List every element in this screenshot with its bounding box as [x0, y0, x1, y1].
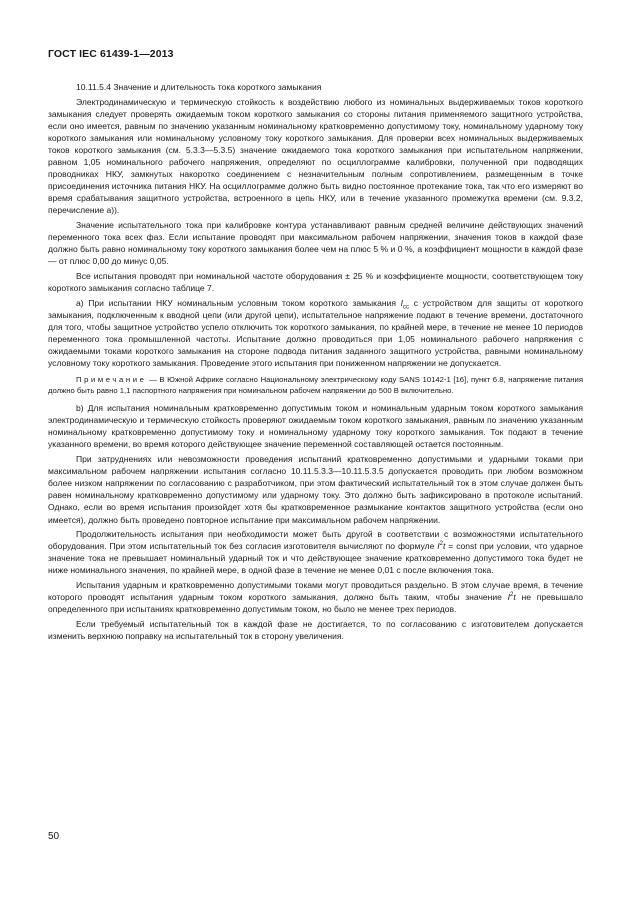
list-item-a [48, 297, 583, 370]
text-span: Продолжительность испытания при необходимости может быть другой в соответствии с возможностями испытательного оборудования. При этом испытательный ток без согласия изготовителя вычисляют по формуле [48, 529, 583, 552]
formula-symbol: t [442, 541, 446, 552]
text-span: а) При испытании НКУ номинальным условным током короткого замыкания [76, 297, 401, 308]
formula-superscript: 2 [510, 592, 514, 599]
note-label: Примечание [76, 375, 147, 385]
section-heading: 10.11.5.4 Значение и длительность тока короткого замыкания [76, 82, 322, 92]
paragraph: Если требуемый испытательный ток в каждой фазе не достигается, то по согласованию с изготовителем допускается изменить верхнюю поправку на испытательный ток в сторону увеличения. [48, 618, 583, 641]
formula-symbol: t [513, 592, 516, 603]
formula-symbol: I [507, 592, 511, 603]
paragraph: Все испытания проводят при номинальной частоте оборудования ± 25 % и коэффициенте мощности, соответствующем току короткого замыкания согласно таблице 7. [48, 270, 583, 293]
text-span: не превышало определенного при испытаниях кратковременно допустимым током, но было не менее трех периодов. [48, 592, 583, 615]
note-text: — В Южной Африке согласно Национальному электрическому коду SANS 10142-1 [16], пункт 6.8, напряжение питания должно быть равно 1,1 паспортного напряжения при номинальном рабочем напряжении до 500 В включительно. [48, 375, 583, 396]
paragraph: При затруднениях или невозможности проведения испытаний кратковременно допустимыми и ударными токами при максимальном рабочем напряжении испытания согласно 10.11.5.3.3—10.11.5.3.5 допускается проводить при любом возможном более низком напряжении по согласованию с разработчиком, при этом фактический испытательный ток в этом случае должен быть равен номинальному кратковременно допустимому или ударному току. Это должно быть зафиксировано в протоколе испытаний. Однако, если во время испытания произойдет хотя бы кратковременное размыкание контактов защитного устройства (если оно имеется), должно быть проведено повторное испытание при максимальном рабочем напряжении. [48, 454, 583, 525]
document-body [48, 81, 583, 644]
text-span: Испытания ударным и кратковременно допустимыми токами могут проводиться раздельно. В этом случае время, в течение которого проводят испытания ударным током короткого замыкания, должно быть таким, чтобы значение [48, 579, 583, 603]
page-number: 50 [48, 831, 60, 842]
text-span: при условии, что ударное значение тока не превышает номинальный ударный ток и что действующее значение кратковременно допустимого тока будет не ниже номинального значения, по крайней мере, в одной фазе в течение не менее 0,01 с после включения тока. [48, 541, 583, 576]
note [48, 374, 583, 396]
text-span: с устройством для защиты от короткого замыкания, подключенным к вводной цепи (или другой цепи), испытательное напряжение подают в течение времени, достаточного для того, чтобы защитное устройство успело отключить ток короткого замыкания, по крайней мере, в течение не менее 10 периодов переменного тока промышленной частоты. Испытание должно проводиться при 1,05 номинального рабочего напряжения с ожидаемыми токами короткого замыкания на стороне подвода питания заданного защитного устройства, равными номинальному условному току короткого замыкания. Проведение этого испытания при пониженном напряжении не допускается. [48, 297, 583, 369]
paragraph: Значение испытательного тока при калибровке контура устанавливают равным средней величине действующих значений переменного тока всех фаз. Если испытание проводят при максимальном рабочем напряжении, значения токов в каждой фазе должно быть равно номинальному току короткого замыкания более чем на плюс 5 % и 0 %, а коэффициент мощности в каждой фазе — от плюс 0,00 до минус 0,05. [48, 220, 583, 267]
list-item-b: b) Для испытания номинальным кратковременно допустимым током и номинальным ударным током короткого замыкания электродинамическую и термическую стойкость проверяют ожидаемым током короткого замыкания, равным по значению указанным номинальному кратковременно допустимому току и номинальному ударному току короткого замыкания. Ток подают в течение указанного времени, во время которого действующее значение переменной составляющей остается постоянным. [48, 403, 583, 450]
formula-subscript: cc [403, 304, 410, 311]
formula-symbol: I [400, 297, 404, 308]
formula-symbol: I [437, 541, 440, 552]
paragraph [48, 579, 583, 615]
page-header: ГОСТ IEC 61439-1—2013 [48, 48, 174, 60]
formula-superscript: 2 [439, 541, 443, 548]
formula-rest: = const [445, 541, 477, 552]
paragraph [48, 528, 583, 576]
paragraph: Электродинамическую и термическую стойкость к воздействию любого из номинальных выдерживаемых токов короткого замыкания следует проверять ожидаемым током короткого замыкания со стороны питания применяемого защитного устройства, если оно имеется, равным по значению указанным номинальному кратковременно допустимому току, номинальному ударному току короткого замыкания или номинальному условному току короткого замыкания. Для проверки всех номинальных выдерживаемых токов короткого замыкания (см. 5.3.3—5.3.5) значение ожидаемого тока короткого замыкания при испытательном напряжении, равном 1,05 номинального рабочего напряжения, определяют по осциллограмме калибровки, полученной при подводящих проводниках НКУ, замкнутых накоротко соединением с незначительным полным сопротивлением, размещенным в точке присоединения источника питания НКУ. На осциллограмме должно быть видно постоянное протекание тока, так что его измеряют во время срабатывания защитного устройства, встроенного в цепь НКУ, или в течение указанного промежутка времени (см. 9.3.2, перечисление а)). [48, 96, 583, 216]
